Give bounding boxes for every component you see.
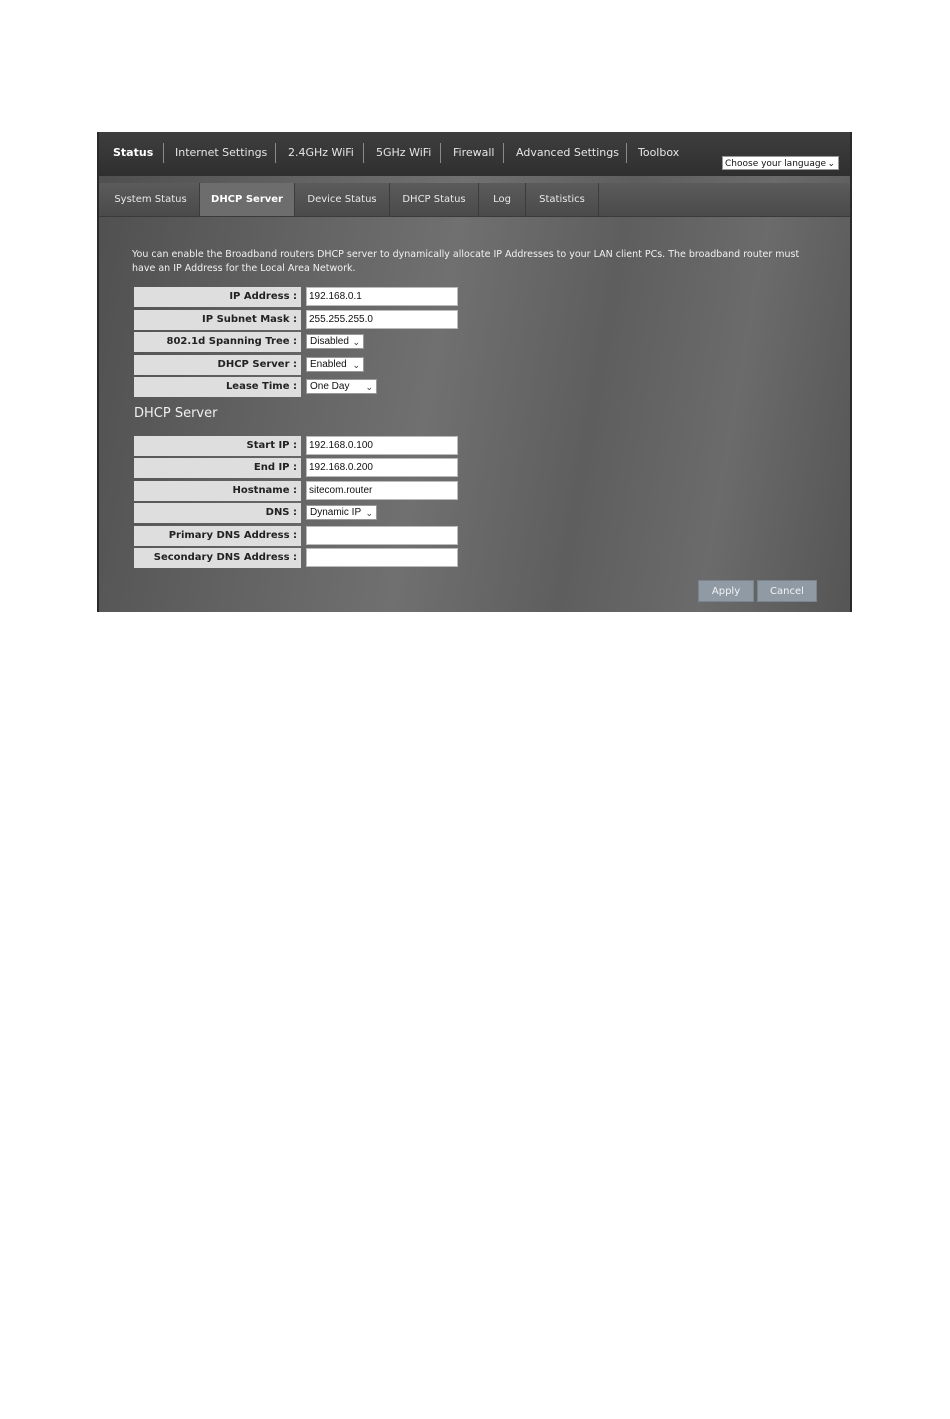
primary-dns-input[interactable]	[306, 526, 458, 545]
end-ip-input[interactable]: 192.168.0.200	[306, 458, 458, 477]
lease-time-label: Lease Time :	[134, 377, 301, 397]
nav-toolbox[interactable]: Toolbox	[638, 146, 680, 159]
tab-dhcp-server[interactable]: DHCP Server	[200, 183, 295, 216]
router-admin-panel	[97, 132, 852, 612]
chevron-down-icon: ⌄	[365, 508, 373, 518]
chevron-down-icon: ⌄	[352, 337, 360, 347]
ip-address-input[interactable]: 192.168.0.1	[306, 287, 458, 306]
dhcp-server-label: DHCP Server :	[134, 355, 301, 375]
dns-value: Dynamic IP	[310, 507, 362, 518]
start-ip-input[interactable]: 192.168.0.100	[306, 436, 458, 455]
page-description: You can enable the Broadband routers DHCP server to dynamically allocate IP Addresses to your LAN client PCs. The broadband router must have an IP Address for the Local Area Network.	[132, 249, 800, 274]
end-ip-label: End IP :	[134, 458, 301, 478]
nav-separator	[503, 143, 504, 163]
tab-dhcp-status[interactable]: DHCP Status	[390, 183, 479, 216]
lease-time-value: One Day	[310, 381, 350, 392]
nav-24ghz-wifi[interactable]: 2.4GHz WiFi	[288, 146, 354, 159]
primary-dns-label: Primary DNS Address :	[134, 526, 301, 546]
apply-button[interactable]: Apply	[698, 580, 754, 602]
nav-separator	[163, 143, 164, 163]
nav-firewall[interactable]: Firewall	[453, 146, 495, 159]
dns-label: DNS :	[134, 503, 301, 523]
spanning-tree-label: 802.1d Spanning Tree :	[134, 332, 301, 352]
tab-system-status[interactable]: System Status	[102, 183, 200, 216]
nav-separator	[440, 143, 441, 163]
nav-separator	[363, 143, 364, 163]
spanning-tree-select[interactable]	[306, 334, 364, 349]
tab-statistics[interactable]: Statistics	[526, 183, 599, 216]
nav-5ghz-wifi[interactable]: 5GHz WiFi	[376, 146, 432, 159]
language-select[interactable]	[722, 156, 839, 170]
chevron-down-icon: ⌄	[827, 159, 835, 169]
nav-advanced-settings[interactable]: Advanced Settings	[516, 146, 619, 159]
secondary-dns-label: Secondary DNS Address :	[134, 548, 301, 568]
secondary-dns-input[interactable]	[306, 548, 458, 567]
subnet-mask-label: IP Subnet Mask :	[134, 310, 301, 330]
sub-navigation	[99, 183, 850, 217]
dhcp-server-value: Enabled	[310, 359, 347, 370]
subnet-mask-input[interactable]: 255.255.255.0	[306, 310, 458, 329]
cancel-button[interactable]: Cancel	[757, 580, 817, 602]
top-navigation	[99, 132, 850, 176]
hostname-input[interactable]: sitecom.router	[306, 481, 458, 500]
chevron-down-icon: ⌄	[352, 360, 360, 370]
language-select-label: Choose your language	[725, 159, 827, 169]
nav-separator	[275, 143, 276, 163]
dns-select[interactable]	[306, 505, 377, 520]
dhcp-server-section-title: DHCP Server	[134, 406, 218, 421]
tab-device-status[interactable]: Device Status	[295, 183, 390, 216]
lease-time-select[interactable]	[306, 379, 377, 394]
dhcp-server-select[interactable]	[306, 357, 364, 372]
ip-address-label: IP Address :	[134, 287, 301, 307]
chevron-down-icon: ⌄	[365, 382, 373, 392]
nav-status[interactable]: Status	[113, 146, 154, 159]
tab-log[interactable]: Log	[479, 183, 526, 216]
nav-separator	[626, 143, 627, 163]
hostname-label: Hostname :	[134, 481, 301, 501]
start-ip-label: Start IP :	[134, 436, 301, 456]
nav-internet-settings[interactable]: Internet Settings	[175, 146, 268, 159]
spanning-tree-value: Disabled	[310, 336, 349, 347]
